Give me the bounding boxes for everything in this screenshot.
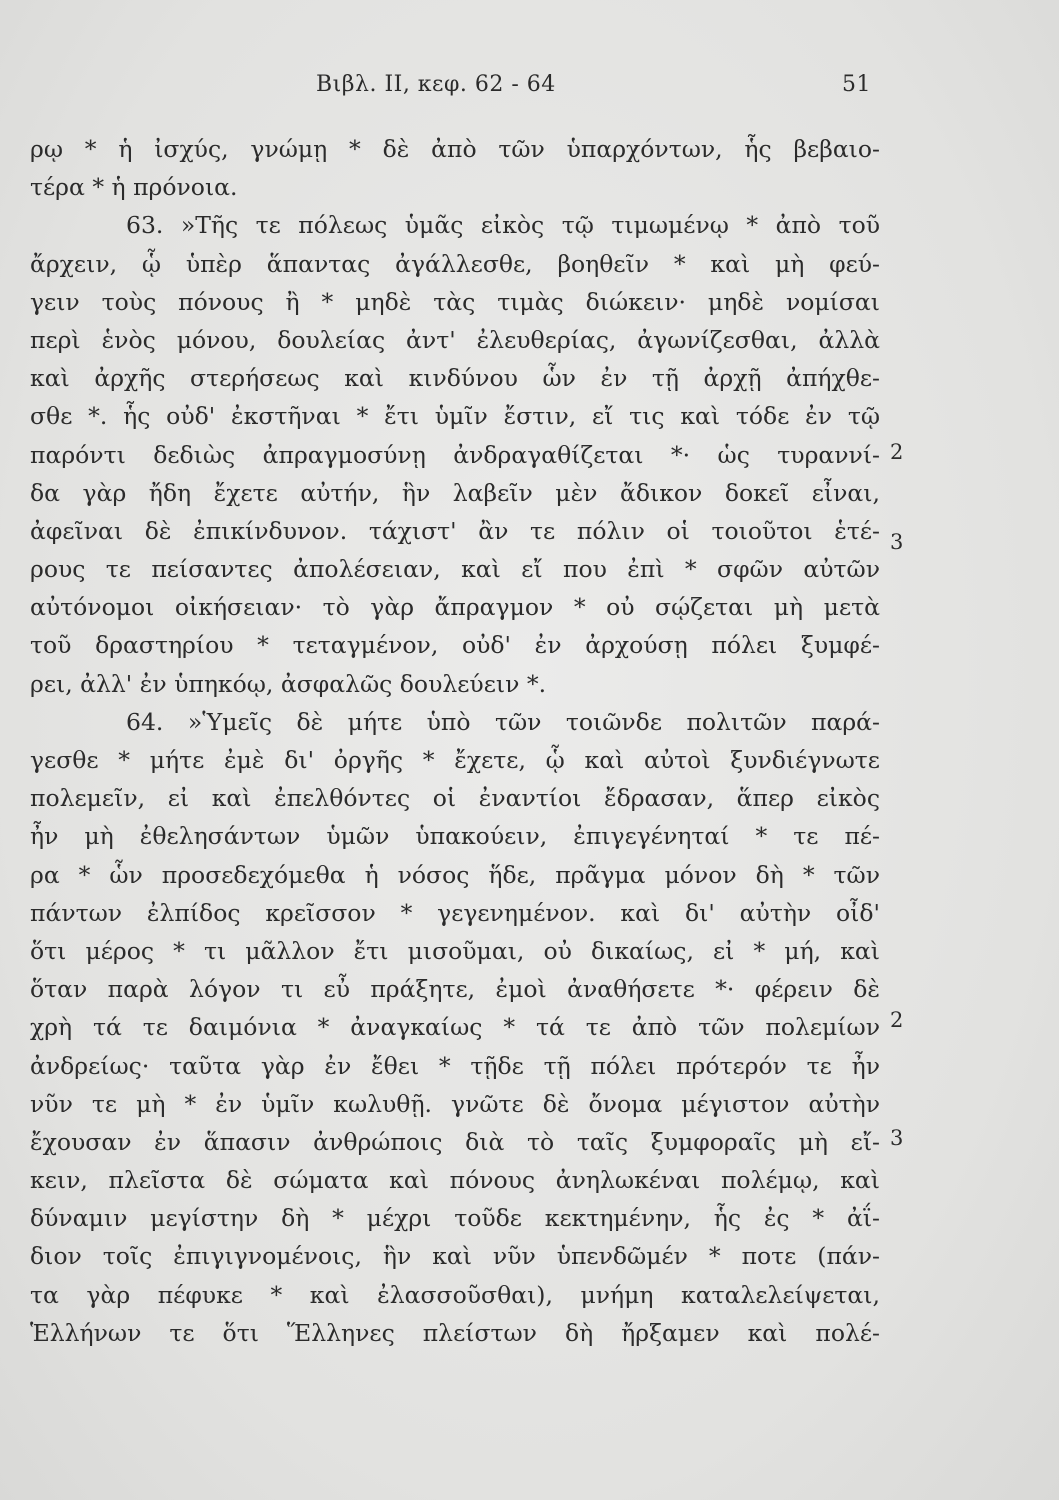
chapter-64-start: 64. »Ὑμεῖς δὲ μήτε ὑπὸ τῶν τοιῶνδε πολιτῶν παρά- [126, 707, 880, 736]
margin-section-number: 2 [890, 440, 904, 464]
text-line: νῦν τε μὴ * ἐν ὑμῖν κωλυθῇ. γνῶτε δὲ ὄνομα μέγιστον αὐτὴν [30, 1089, 880, 1118]
text-line: χρὴ τά τε δαιμόνια * ἀναγκαίως * τά τε ἀπὸ τῶν πολεμίων [30, 1013, 880, 1042]
greek-text-body [30, 130, 880, 1352]
chapter-63-start: 63. »Τῆς τε πόλεως ὑμᾶς εἰκὸς τῷ τιμωμένῳ * ἀπὸ τοῦ [126, 211, 880, 240]
text-line: Ἑλλήνων τε ὅτι Ἕλληνες πλείστων δὴ ἤρξαμεν καὶ πολέ- [30, 1318, 880, 1347]
text-line: καὶ ἀρχῆς στερήσεως καὶ κινδύνου ὧν ἐν τῇ ἀρχῇ ἀπήχθε- [30, 364, 880, 393]
running-head: Βιβλ. ΙΙ, κεφ. 62 - 64 [316, 72, 556, 97]
text-line: πάντων ἐλπίδος κρεῖσσον * γεγενημένον. καὶ δι' αὐτὴν οἶδ' [30, 898, 880, 927]
text-line: παρόντι δεδιὼς ἀπραγμοσύνῃ ἀνδραγαθίζεται *· ὡς τυραννί- [30, 440, 880, 469]
margin-section-number: 2 [890, 1008, 904, 1032]
text-line: κειν, πλεῖστα δὲ σώματα καὶ πόνους ἀνηλωκέναι πολέμῳ, καὶ [30, 1166, 880, 1195]
text-line: ἔχουσαν ἐν ἅπασιν ἀνθρώποις διὰ τὸ ταῖς ξυμφοραῖς μὴ εἴ- [30, 1127, 880, 1156]
text-line: δύναμιν μεγίστην δὴ * μέχρι τοῦδε κεκτημένην, ἧς ἐς * ἀΐ- [30, 1204, 880, 1233]
page-number: 51 [842, 72, 871, 97]
text-line: ἄρχειν, ᾧ ὑπὲρ ἅπαντας ἀγάλλεσθε, βοηθεῖν * καὶ μὴ φεύ- [30, 249, 880, 278]
text-line: περὶ ἑνὸς μόνου, δουλείας ἀντ' ἐλευθερίας, ἀγωνίζεσθαι, ἀλλὰ [30, 325, 880, 354]
text-line: ρῳ * ἡ ἰσχύς, γνώμῃ * δὲ ἀπὸ τῶν ὑπαρχόντων, ἧς βεβαιο- [30, 135, 880, 163]
text-line: ὅταν παρὰ λόγον τι εὖ πράξητε, ἐμοὶ ἀναθήσετε *· φέρειν δὲ [30, 975, 880, 1004]
text-line: γειν τοὺς πόνους ἢ * μηδὲ τὰς τιμὰς διώκειν· μηδὲ νομίσαι [30, 287, 880, 316]
margin-section-number: 3 [890, 530, 904, 554]
text-line: ρει, ἀλλ' ἐν ὑπηκόῳ, ἀσφαλῶς δουλεύειν *. [30, 669, 547, 698]
page-header [0, 72, 1059, 106]
text-line: ἀφεῖναι δὲ ἐπικίνδυνον. τάχιστ' ἂν τε πόλιν οἱ τοιοῦτοι ἑτέ- [30, 516, 880, 545]
text-line: ρα * ὧν προσεδεχόμεθα ἡ νόσος ἥδε, πρᾶγμα μόνον δὴ * τῶν [30, 860, 880, 889]
text-line: ὅτι μέρος * τι μᾶλλον ἔτι μισοῦμαι, οὐ δικαίως, εἰ * μή, καὶ [30, 936, 880, 965]
text-line: δα γὰρ ἤδη ἔχετε αὐτήν, ἣν λαβεῖν μὲν ἄδικον δοκεῖ εἶναι, [30, 478, 880, 507]
text-line: ἀνδρείως· ταῦτα γὰρ ἐν ἔθει * τῇδε τῇ πόλει πρότερόν τε ἦν [30, 1051, 880, 1080]
text-line: γεσθε * μήτε ἐμὲ δι' ὀργῆς * ἔχετε, ᾧ καὶ αὐτοὶ ξυνδιέγνωτε [30, 746, 880, 774]
text-line: αὐτόνομοι οἰκήσειαν· τὸ γὰρ ἄπραγμον * οὐ σῴζεται μὴ μετὰ [30, 593, 880, 622]
text-line: τέρα * ἡ πρόνοια. [30, 173, 238, 202]
text-line: τοῦ δραστηρίου * τεταγμένον, οὐδ' ἐν ἀρχούσῃ πόλει ξυμφέ- [30, 631, 880, 660]
text-line: ρους τε πείσαντες ἀπολέσειαν, καὶ εἴ που ἐπὶ * σφῶν αὐτῶν [30, 555, 880, 584]
text-line: τα γὰρ πέφυκε * καὶ ἐλασσοῦσθαι), μνήμη καταλελείψεται, [30, 1280, 880, 1309]
text-line: διον τοῖς ἐπιγιγνομένοις, ἣν καὶ νῦν ὑπενδῶμέν * ποτε (πάν- [30, 1242, 880, 1271]
text-line: ἦν μὴ ἐθελησάντων ὑμῶν ὑπακούειν, ἐπιγεγένηταί * τε πέ- [30, 822, 880, 851]
text-line: πολεμεῖν, εἰ καὶ ἐπελθόντες οἱ ἐναντίοι ἔδρασαν, ἅπερ εἰκὸς [30, 784, 880, 813]
margin-section-number: 3 [890, 1126, 904, 1150]
text-line: σθε *. ἧς οὐδ' ἐκστῆναι * ἔτι ὑμῖν ἔστιν, εἴ τις καὶ τόδε ἐν τῷ [30, 402, 880, 431]
